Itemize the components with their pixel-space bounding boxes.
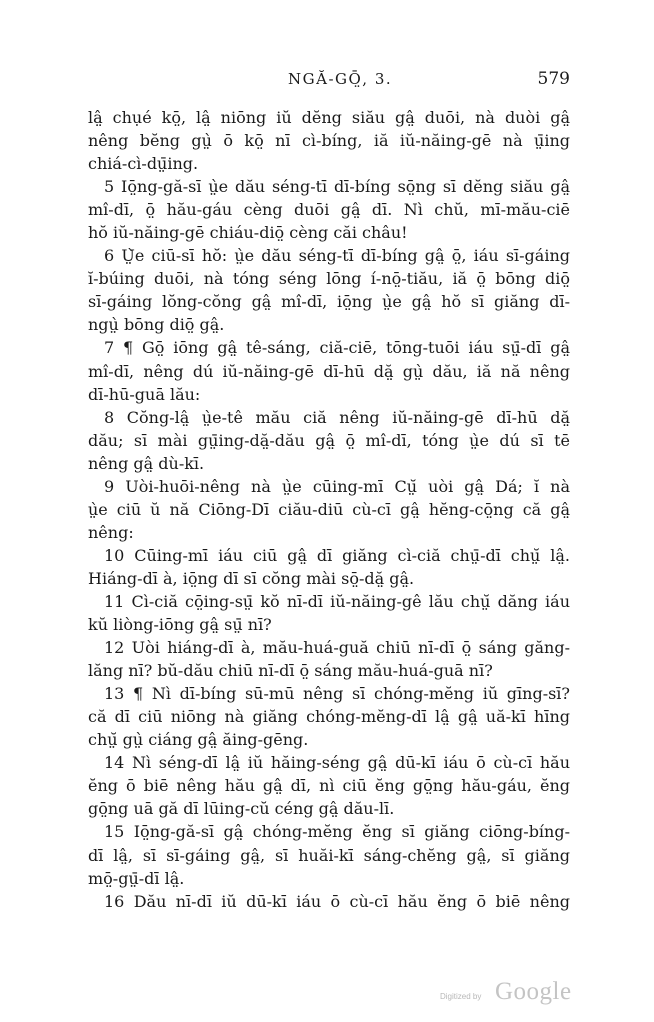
text-line: dău; sī mài gṳ̄ing-dă̤-dău gâ̤ ō̤ mî-dī, tóng ṳ̀e dú sī tē <box>88 430 570 450</box>
text-line: lăng nī? bŭ-dău chiū nī-dī ō̤ sáng mău-huá-guā nī? <box>88 661 493 681</box>
text-line: mî-dī, ō̤ hău-gáu cèng duōi gâ̤ dī. Nì chŭ, mī-mău-ciē <box>88 200 570 220</box>
text-line: nêng: <box>88 522 134 542</box>
running-head: NGĂ-GŌ̤, 3. <box>288 70 393 88</box>
text-line: 9 Uòi-huōi-nêng nà ṳ̀e cūing-mī Cṳ̆ uòi gâ̤ Dá; ĭ nà <box>104 476 570 496</box>
text-line: 15 Iō̤ng-gă-sī gâ̤ chóng-mĕng ĕng sī giăng ciōng-bíng- <box>104 822 570 842</box>
text-line: ĭ-búing duōi, nà tóng séng lōng í-nō̤-tiău, iă ō̤ bōng diō̤ <box>88 269 570 289</box>
page-header <box>88 70 570 94</box>
digitized-label: Digitized by <box>440 992 482 1001</box>
google-logo: Google <box>495 978 572 1005</box>
text-line: 10 Cūing-mī iáu ciū gâ̤ dī giăng cì-ciă chṳ̄-dī chṳ̆ lâ̤. <box>104 545 570 565</box>
text-line: ĕng ō biē nêng hău gâ̤ dī, nì ciū ĕng gō̤ng hău-gáu, ĕng <box>88 776 570 796</box>
page-number: 579 <box>537 69 570 89</box>
text-line: gō̤ng uā gă dī lūing-cŭ céng gâ̤ dău-lī. <box>88 799 395 819</box>
text-line: nêng gâ̤ dù-kī. <box>88 453 205 473</box>
text-line: 12 Uòi hiáng-dī à, mău-huá-guă chiū nī-dī ō̤ sáng găng- <box>104 638 570 658</box>
text-line: nêng bĕng gṳ̀ ō kō̤ nī cì-bíng, iă iŭ-năing-gē nà ṳ̄ing <box>88 131 570 151</box>
text-line: 5 Iō̤ng-gă-sī ṳ̀e dău séng-tī dī-bíng sō̤ng sī dĕng siău gâ̤ <box>104 177 570 197</box>
text-line: 8 Cŏng-lâ̤ ṳ̀e-tê mău ciă nêng iŭ-năing-gē dī-hū dă̤ <box>104 407 570 427</box>
text-line: ṳ̀e ciū ŭ nă Ciōng-Dī ciău-diū cù-cī gâ̤ hĕng-cō̤ng că gâ̤ <box>88 499 570 519</box>
text-line: mî-dī, nêng dú iŭ-năing-gē dī-hū dă̤ gṳ̀ dău, iă nă nêng <box>88 361 570 381</box>
text-line: 7 ¶ Gō̤ iōng gâ̤ tê-sáng, ciă-ciē, tōng-tuōi iáu sṳ̄-dī gâ̤ <box>104 338 570 358</box>
text-line: 14 Nì séng-dī lâ̤ iŭ hăing-séng gâ̤ dū-kī iáu ō cù-cī hău <box>104 753 570 773</box>
text-line: 13 ¶ Nì dī-bíng sū-mū nêng sī chóng-mĕng iŭ gīng-sī? <box>104 684 570 704</box>
text-line: dī-hū-guā lău: <box>88 384 201 404</box>
text-line: ngṳ̀ bōng diō̤ gâ̤. <box>88 315 225 335</box>
text-line: chṳ̆ gṳ̀ ciáng gâ̤ ăing-gēng. <box>88 730 309 750</box>
text-line: 11 Cì-ciă cō̤ing-sṳ̄ kŏ nī-dī iŭ-năing-gê lău chṳ̆ dăng iáu <box>104 591 570 611</box>
text-line: kŭ liòng-iōng gâ̤ sṳ̄ nī? <box>88 615 272 635</box>
text-line: lâ̤ chụé kō̤, lâ̤ niōng iŭ dĕng siău gâ̤ duōi, nà duòi gâ̤ <box>88 108 570 127</box>
text-line: hŏ iŭ-năing-gē chiáu-diō̤ cèng căi châu! <box>88 223 408 243</box>
text-line: 6 Ṳ̀e ciū-sī hŏ: ṳ̀e dău séng-tī dī-bíng gâ̤ ō̤, iáu sī-gáing <box>104 246 570 266</box>
text-line: că dī ciū niōng nà giăng chóng-mĕng-dī lâ̤ gâ̤ uă-kī hīng <box>88 707 570 727</box>
text-line: Hiáng-dī à, iō̤ng dī sī cŏng mài sō̤-dă̤ gâ̤. <box>88 568 415 588</box>
text-line: mō̤-gṳ̄-dī lâ̤. <box>88 868 185 888</box>
text-line: chiá-cì-dṳ̄ing. <box>88 154 199 174</box>
body-text <box>88 106 570 913</box>
text-line: 16 Dău nī-dī iŭ dū-kī iáu ō cù-cī hău ĕng ō biē nêng <box>104 891 570 911</box>
text-line: dī lâ̤, sī sī-gáing gâ̤, sī huăi-kī sáng-chĕng gâ̤, sī giăng <box>88 845 570 865</box>
digitized-footer <box>440 978 580 1008</box>
text-line: sī-gáing lŏng-cŏng gâ̤ mî-dī, iō̤ng ṳ̀e gâ̤ hŏ sī giăng dī- <box>88 292 570 312</box>
